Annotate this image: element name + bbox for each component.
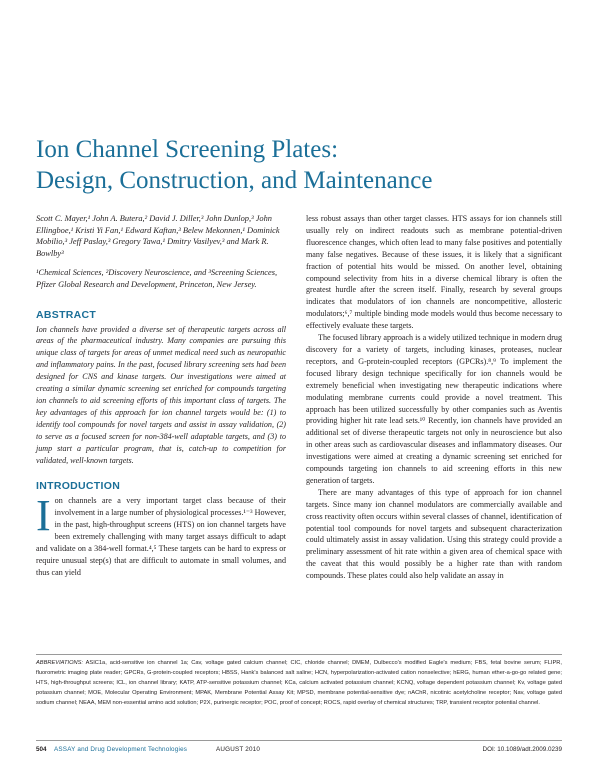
body-paragraph-1: less robust assays than other target classes. HTS assays for ion channels still usually rely on indirect readouts such as membrane potential-driven fluorescence changes, which often lead to many false positives and potentially many false negatives. Because of these issues, it is likely that a significant fraction of potential hits would be missed. On another level, obtaining compound selectivity from hits in a diverse chemical library is often the greatest hurdle after the screen itself. Finally, research by several groups indicates that modulators of ion channels are noncompetitive, allosteric modulators;⁶,⁷ multiple binding mode models would thus become necessary to effectively evaluate these targets. — [306, 214, 562, 331]
introduction-text: on channels are a very important target class because of their involvement in a large number of physiological processes.¹⁻³ However, in the past, high-throughput screens (HTS) on ion channel targets have been extremely challenging with many target assays difficult to adapt and validate on a 384-well format.⁴,⁵ These targets can be hard to express or require unusual step(s) that are difficult to automate in small volumes, and thus can yield — [36, 496, 286, 577]
abbreviations-rule — [36, 654, 562, 655]
issue-date: AUGUST 2010 — [216, 746, 261, 753]
article-title — [36, 134, 556, 196]
doi: DOI: 10.1089/adt.2009.0239 — [482, 746, 562, 753]
footer-rule — [36, 740, 562, 741]
left-column — [36, 213, 286, 579]
abstract-heading: ABSTRACT — [36, 308, 97, 321]
journal-name: ASSAY and Drug Development Technologies — [54, 746, 188, 753]
abbreviations-text: ASIC1a, acid-sensitive ion channel 1a; Cav, voltage gated calcium channel; CIC, chloride channel; DMEM, Dulbecco's modified Eagle's medium; FBS, fetal bovine serum; FLIPR, fluorometric imaging plate reader; GPCRs, G-protein-coupled receptors; HBSS, Hank's balanced salt saline; HCN, hyperpolarization-activated cation nonselective; hERG, human ether-a-go-go related gene; HTS, high-throughput screens; ICL, ion channel library; KATP, ATP-sensitive potassium channel; KCa, calcium activated potassium channel; KCNQ, voltage dependent potassium channel; Kv, voltage gated potassium channel; MOE, Molecular Operating Environment; MPAK, Membrane Potential Assay Kit; MPSD, membrane potential-sensitive dye; nAChR, nicotinic acetylcholine receptor; Nav, voltage gated sodium channel; NEAA, MEM non-essential amino acid solution; P2X, purinergic receptor; POC, proof of concept; ROCS, rapid overlay of chemical structures; TRP, transient receptor potential channel. — [36, 660, 562, 706]
right-column — [306, 213, 562, 582]
title-line-2: Design, Construction, and Maintenance — [36, 167, 433, 194]
body-paragraph-3: There are many advantages of this type of approach for ion channel targets. Since many ion channel modulators are commercially available and cross reactivity often occurs within several classes of channel, identification of potential tool compounds for novel targets and subsequent characterization could ultimately assist in assay validation. Using this strategy could provide a preliminary assessment of hit rate within a given area of chemical space with the caveat that this would possibly be a higher rate than with random compounds. These plates could also help validate an assay in — [306, 487, 562, 581]
abbreviations-label: ABBREVIATIONS: — [36, 660, 83, 666]
introduction-heading: INTRODUCTION — [36, 480, 121, 493]
title-line-1: Ion Channel Screening Plates: — [36, 136, 339, 163]
body-paragraph-2: The focused library approach is a widely utilized technique in modern drug discovery for a variety of targets, including kinases, proteases, nuclear receptors, and G-protein-coupled receptors (GPCRs).⁸,⁹ To implement the focused library design technique specifically for ion channels would be extremely beneficial when investigating new therapeutic indications where modulating membrane currents could provide a novel treatment. This approach has been utilized successfully by other companies such as Aventis providing higher hit rate lead sets.¹⁰ Recently, ion channels have provided an additional set of diverse therapeutic targets not only in neuroscience but also in other areas such as cardiovascular diseases and inflammatory diseases. Our investigations were aimed at creating a dynamic screening set enriched for compounds targeting ion channels to aid screening efforts in this new generation of targets. — [306, 333, 562, 485]
abstract-text: Ion channels have provided a diverse set of therapeutic targets across all areas of the pharmaceutical industry. Many companies are pursuing this unique class of targets for areas of unmet medical need such as neuropathic and inflammatory pains. In the past, focused library screening sets had been designed for CNS and kinase targets. Our investigations were aimed at creating a similar dynamic screening set enriched for compounds targeting ion channels to aid screening efforts of this important class of targets. The key advantages of this approach for ion channel targets would be: (1) to identify tool compounds for novel targets and assist in assay validation, (2) to serve as a focused screen for non-384-well adaptable targets, and (3) to jump start a particular program, that is, catch-up to competition for validated, well-known targets. — [36, 324, 286, 465]
author-list: Scott C. Mayer,¹ John A. Butera,² David J. Diller,³ John Dunlop,³ John Ellingboe,¹ Kristi Yi Fan,¹ Edward Kaftan,³ Belew Mekonnen,¹ Dominick Mobilio,³ Jeff Paslay,³ Gregory Tawa,¹ Dmitry Vasilyev,³ and Mark R. Bowlby³ — [36, 214, 280, 258]
introduction-paragraph — [36, 491, 286, 578]
abbreviations — [36, 659, 562, 709]
page-footer — [36, 746, 562, 758]
affiliations: ¹Chemical Sciences, ²Discovery Neuroscience, and ³Screening Sciences, Pfizer Global Research and Development, Princeton, New Jersey. — [36, 268, 278, 289]
page-number: 504 — [36, 746, 47, 753]
drop-cap: I — [36, 491, 51, 541]
